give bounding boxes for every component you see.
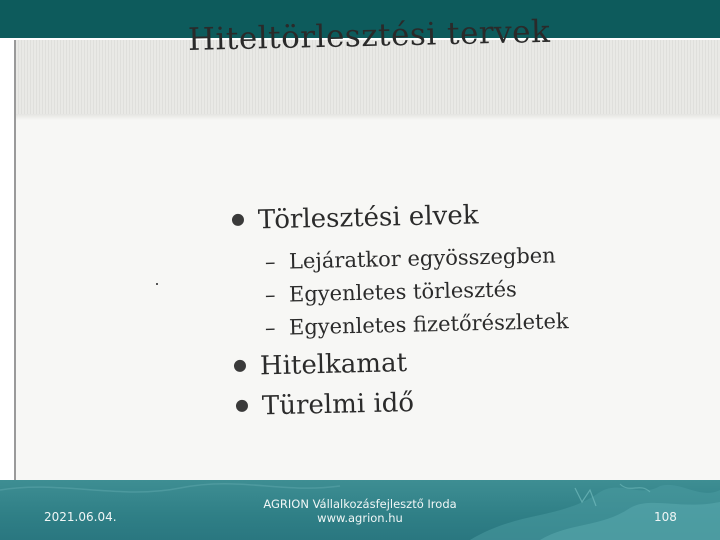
bullet-dot-icon xyxy=(232,214,244,226)
sub-bullet-text: Egyenletes törlesztés xyxy=(288,277,518,307)
sub-bullet-text: Egyenletes fizetőrészletek xyxy=(288,309,569,340)
bullet-dot-icon xyxy=(234,360,246,372)
dash-icon: – xyxy=(264,249,276,274)
bullet-dot-icon xyxy=(236,400,248,412)
dash-icon: – xyxy=(264,315,276,340)
footer-bar xyxy=(0,480,720,540)
footer-organization xyxy=(230,497,490,525)
footer-website: www.agrion.hu xyxy=(317,511,403,525)
slide-title: Hiteltörlesztési tervek xyxy=(187,13,551,58)
bullet-item xyxy=(236,388,415,422)
bullet-item xyxy=(234,348,408,382)
footer-org-name: AGRION Vállalkozásfejlesztő Iroda xyxy=(263,497,457,511)
footer-date: 2021.06.04. xyxy=(44,510,117,524)
bullet-text: Törlesztési elvek xyxy=(257,200,479,236)
bullet-item xyxy=(232,200,479,236)
sub-bullet-text: Lejáratkor egyösszegben xyxy=(288,243,556,274)
bullet-text: Türelmi idő xyxy=(261,387,415,422)
page-number: 108 xyxy=(654,510,677,524)
dash-icon: – xyxy=(264,282,276,307)
bullet-text: Hitelkamat xyxy=(259,348,408,382)
scan-speck xyxy=(156,283,158,285)
